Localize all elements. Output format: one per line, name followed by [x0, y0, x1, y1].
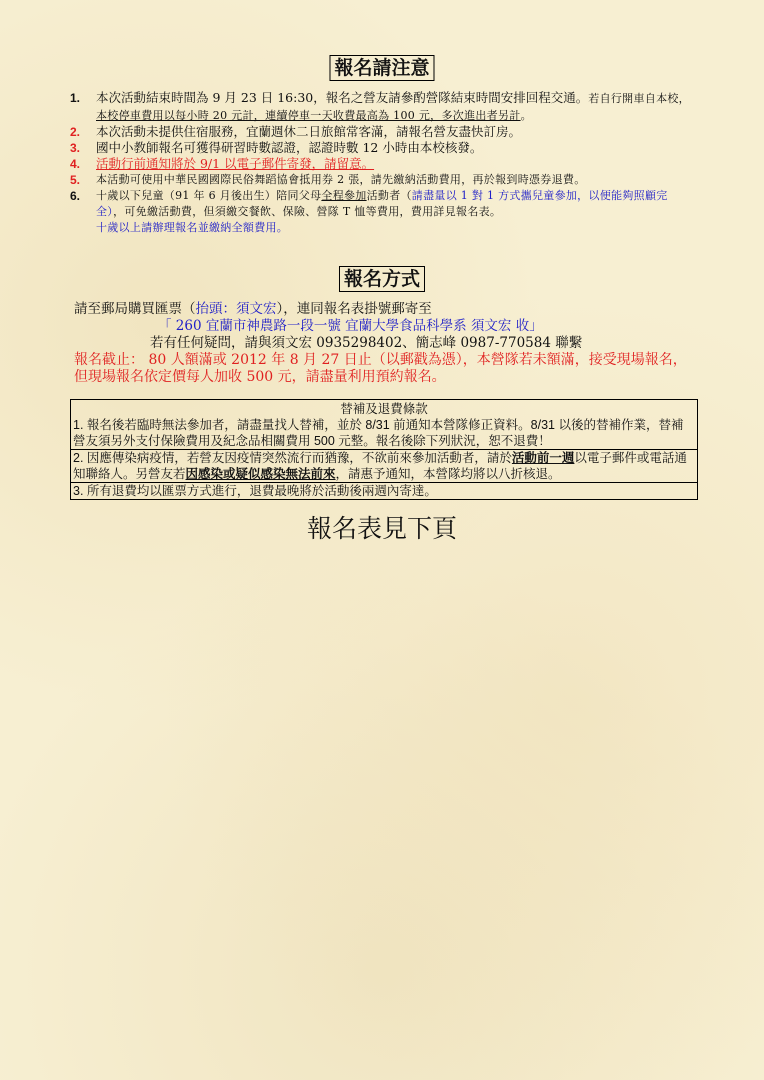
parking-fee-text: 本校停車費用以每小時 20 元計，連續停車一天收費最高為 100 元，多次進出者另計: [96, 109, 521, 122]
notes-list: [70, 90, 694, 236]
registration-method: [74, 301, 700, 386]
note-text: 請盡量以 1 對 1 方式攜兒童參加，以便能夠照顧完全）: [96, 189, 668, 218]
terms-text: 以電子郵件或電話通知聯絡人。另營友若: [73, 451, 687, 481]
payee-text: 抬頭：須文宏: [195, 301, 277, 317]
note-text: 十歲以上請辦理報名並繳納全額費用。: [96, 221, 289, 234]
note-number: 1.: [70, 91, 81, 105]
note-text: 十歲以下兒童（91 年 6 月後出生）陪同父母: [96, 189, 322, 202]
note-text: 國中小教師報名可獲得研習時數認證，認證時數 12 小時由本校核發。: [96, 140, 483, 155]
note-text: 全程參加: [321, 189, 367, 202]
next-page-note: 報名表見下頁: [306, 514, 457, 543]
terms-item-3: 3. 所有退費均以匯票方式進行，退費最晚將於活動後兩週內寄達。: [71, 482, 697, 499]
note-text: 本活動可使用中華民國國際民俗舞蹈協會抵用券 2 張，請先繳納活動費用，再於報到時憑券退費。: [96, 173, 586, 186]
terms-text: ，請惠予通知，本營隊均將以八折核退。: [335, 467, 561, 481]
note-item-4: [70, 156, 694, 172]
note-text: 。: [520, 109, 532, 122]
note-text: ，可免繳活動費，但須繳交餐飲、保險、營隊 T 恤等費用，費用詳見報名表。: [113, 205, 502, 218]
note-text: 本次活動未提供住宿服務，宜蘭週休二日旅館常客滿，請報名營友盡快訂房。: [96, 124, 522, 139]
note-item-2: [70, 124, 694, 140]
note-item-6: [70, 188, 694, 236]
mailing-address: 「 260 宜蘭市神農路一段一號 宜蘭大學食品科學系 須文宏 收」: [158, 318, 543, 334]
note-text: 活動行前通知將於 9/1 以電子郵件寄發，請留意。: [96, 156, 375, 171]
contact-line: 若有任何疑問，請與須文宏 0935298402、簡志峰 0987-770584 聯繫: [150, 335, 583, 351]
terms-text: 因感染或疑似感染無法前來: [185, 467, 336, 481]
note-item-3: [70, 140, 694, 156]
note-number: 4.: [70, 157, 81, 171]
note-text: 本次活動結束時間為 9 月 23 日 16:30，報名之營友請參酌營隊結束時間安排回程交通。: [96, 90, 589, 105]
terms-item-2: [71, 449, 697, 482]
note-number: 6.: [70, 189, 81, 203]
note-number: 2.: [70, 125, 81, 139]
note-item-1: [70, 90, 694, 124]
note-text: 活動者（: [366, 189, 412, 202]
section-title-method: 報名方式: [339, 266, 425, 292]
terms-item-1: 1. 報名後若臨時無法參加者，請盡量找人替補，並於 8/31 前通知本營隊修正資料。8/31 以後的替補作業，替補營友須另外支付保險費用及紀念品相關費用 500 元整。報名後除下列狀況，恕不退費！: [73, 418, 684, 448]
method-text: 請至郵局購買匯票（: [74, 301, 196, 317]
refund-terms-box: [70, 399, 698, 500]
note-number: 3.: [70, 141, 81, 155]
terms-text: 2. 因應傳染病疫情，若營友因疫情突然流行而猶豫，不欲前來參加活動者，請於: [73, 451, 512, 465]
method-text: ），連同報名表掛號郵寄至: [276, 301, 432, 317]
terms-title: 替補及退費條款: [340, 402, 428, 416]
note-item-5: [70, 172, 694, 188]
note-number: 5.: [70, 173, 81, 187]
note-text: 若自行開車自本校，: [588, 92, 690, 105]
section-title-notes: 報名請注意: [329, 55, 434, 81]
terms-text: 活動前一週: [511, 451, 575, 465]
method-line-1: [74, 301, 700, 318]
deadline-text: 報名截止： 80 人額滿或 2012 年 8 月 27 日止（以郵戳為憑），本營隊若未額滿，接受現場報名，但現場報名依定價每人加收 500 元，請盡量利用預約報名。: [74, 352, 687, 385]
